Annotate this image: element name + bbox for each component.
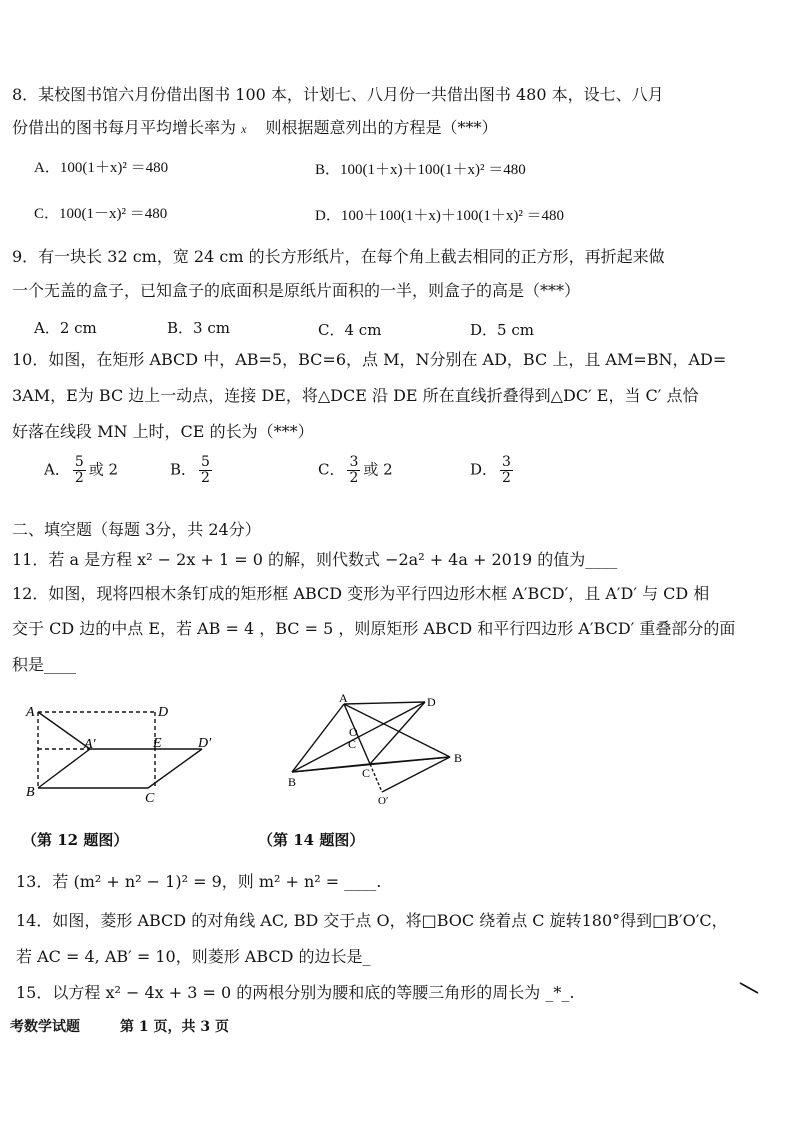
- fig14-co-prime: [370, 764, 382, 792]
- q10-line3: 好落在线段 MN 上时，CE 的长为（***）: [12, 422, 314, 441]
- q10-option-a-fraction: [73, 455, 86, 486]
- q10-option-d-denominator: 2: [502, 470, 511, 486]
- q10-option-a: [44, 455, 118, 486]
- q11-text: 11．若 a 是方程 x² − 2x + 1 = 0 的解，则代数式 −2a² + 4a + 2019 的值为____: [12, 550, 618, 569]
- q12-line3: 积是____: [12, 655, 77, 674]
- q10-option-b-fraction: [199, 455, 212, 486]
- q10-option-a-denominator: 2: [74, 470, 84, 486]
- fig14-ad: [344, 702, 425, 704]
- fig12-side-ba-prime: [38, 749, 90, 788]
- fig12-label-b: B: [26, 785, 35, 800]
- section-heading: 二、填空题（每题 3分，共 24分）: [12, 520, 261, 539]
- q14-line1: 14．如图，菱形 ABCD 的对角线 AC, BD 交于点 O，将□BOC 绕着点 C 旋转180°得到□B′O′C，: [16, 911, 728, 930]
- q9-option-c: C．4 cm: [318, 321, 382, 339]
- fig12-label-e: E: [153, 736, 162, 751]
- fig12-side-d-prime-c: [148, 749, 202, 788]
- q12-line1: 12．如图，现将四根木条钉成的矩形框 ABCD 变形为平行四边形木框 A′BCD′，且 A′D′ 与 CD 相: [12, 584, 710, 603]
- figure-14: [282, 692, 472, 807]
- q10-option-a-numerator: 5: [74, 454, 84, 470]
- q8-line1: 8．某校图书馆六月份借出图书 100 本，计划七、八月份一共借出图书 480 本，设七、八月: [12, 85, 664, 104]
- q15-text: 15．以方程 x² − 4x + 3 = 0 的两根分别为腰和底的等腰三角形的周长为 _*_.: [16, 983, 575, 1002]
- q10-option-d-numerator: 3: [502, 454, 511, 470]
- q8-line2-text: 份借出的图书每月平均增长率为: [12, 118, 237, 137]
- fig12-label-a-prime: A′: [84, 737, 96, 752]
- q8-option-a: A．100(1＋x)² ＝480: [34, 160, 169, 176]
- q10-option-d-fraction: [500, 455, 513, 486]
- q8-variable: x: [241, 122, 247, 136]
- q10-option-b-numerator: 5: [201, 454, 210, 470]
- q10-option-c: [318, 455, 393, 486]
- q9-option-d: D．5 cm: [470, 321, 534, 339]
- q10-option-d-label: D．: [470, 460, 498, 479]
- footer-page: 第 1 页，共 3 页: [120, 1019, 229, 1035]
- q10-option-c-numerator: 3: [349, 454, 359, 470]
- fig14-label-o: O: [349, 725, 358, 739]
- q10-option-c-tail: 或 2: [363, 460, 393, 479]
- q10-option-b-denominator: 2: [201, 470, 210, 486]
- fig14-label-c: C: [362, 766, 371, 780]
- q8-line2: [12, 117, 498, 140]
- q10-option-a-tail: 或 2: [88, 460, 119, 479]
- footer-title: 考数学试题: [10, 1019, 80, 1035]
- fig12-label-d: D: [158, 705, 169, 720]
- fig12-label-c: C: [145, 791, 155, 805]
- fig14-label-b-prime: B: [454, 751, 463, 765]
- fig14-label-d: D: [427, 695, 436, 709]
- fig12-label-d-prime: D′: [198, 736, 212, 751]
- q10-line2: 3AM，E为 BC 边上一动点，连接 DE，将△DCE 沿 DE 所在直线折叠得到△DC′ E，当 C′ 点恰: [12, 386, 699, 405]
- q13-text: 13．若 (m² + n² − 1)² = 9，则 m² + n² = ____.: [16, 872, 382, 891]
- q9-option-a: A．2 cm: [34, 319, 97, 337]
- margin-mark: [738, 980, 762, 996]
- fig14-ab: [292, 704, 344, 772]
- fig14-dc: [370, 702, 425, 764]
- q10-option-d: [470, 455, 516, 486]
- q8-line2-tail: 则根据题意列出的方程是（***）: [265, 118, 498, 137]
- q9-line2: 一个无盖的盒子，已知盒子的底面积是原纸片面积的一半，则盒子的高是（***）: [12, 281, 581, 300]
- q10-option-c-label: C．: [318, 460, 345, 479]
- q8-option-c: C．100(1－x)² ＝480: [34, 206, 168, 222]
- q10-option-a-label: A．: [44, 460, 70, 479]
- q9-option-b: B．3 cm: [167, 319, 230, 337]
- fig12-caption: （第 12 题图）: [22, 831, 129, 849]
- fig14-label-c-inner: C: [348, 737, 357, 751]
- q8-option-d: D．100＋100(1＋x)＋100(1＋x)² ＝480: [315, 208, 565, 224]
- figure-12: [20, 700, 230, 805]
- fig12-label-a: A: [26, 705, 35, 720]
- fig12-diag: [38, 712, 90, 749]
- q12-line2: 交于 CD 边的中点 E，若 AB = 4 ，BC = 5 ，则原矩形 ABCD 和平行四边形 A′BCD′ 重叠部分的面: [12, 619, 736, 638]
- q8-option-b: B．100(1＋x)＋100(1＋x)² ＝480: [315, 162, 526, 178]
- q10-option-c-denominator: 2: [349, 470, 359, 486]
- fig14-label-b: B: [288, 775, 297, 789]
- q10-option-b: [170, 455, 215, 486]
- q10-line1: 10．如图，在矩形 ABCD 中，AB=5，BC=6，点 M，N分别在 AD，BC 上，且 AM=BN，AD=: [12, 350, 727, 369]
- q14-line2: 若 AC = 4, AB′ = 10，则菱形 ABCD 的边长是_: [16, 947, 371, 966]
- fig14-ab-prime: [344, 704, 450, 757]
- fig14-label-a: A: [339, 692, 348, 705]
- fig14-caption: （第 14 题图）: [258, 831, 365, 849]
- q10-option-c-fraction: [347, 455, 360, 486]
- q10-option-b-label: B．: [170, 460, 197, 479]
- q9-line1: 9．有一块长 32 cm，宽 24 cm 的长方形纸片，在每个角上截去相同的正方形，再折起来做: [12, 247, 665, 266]
- fig14-label-o-prime: O′: [378, 795, 389, 807]
